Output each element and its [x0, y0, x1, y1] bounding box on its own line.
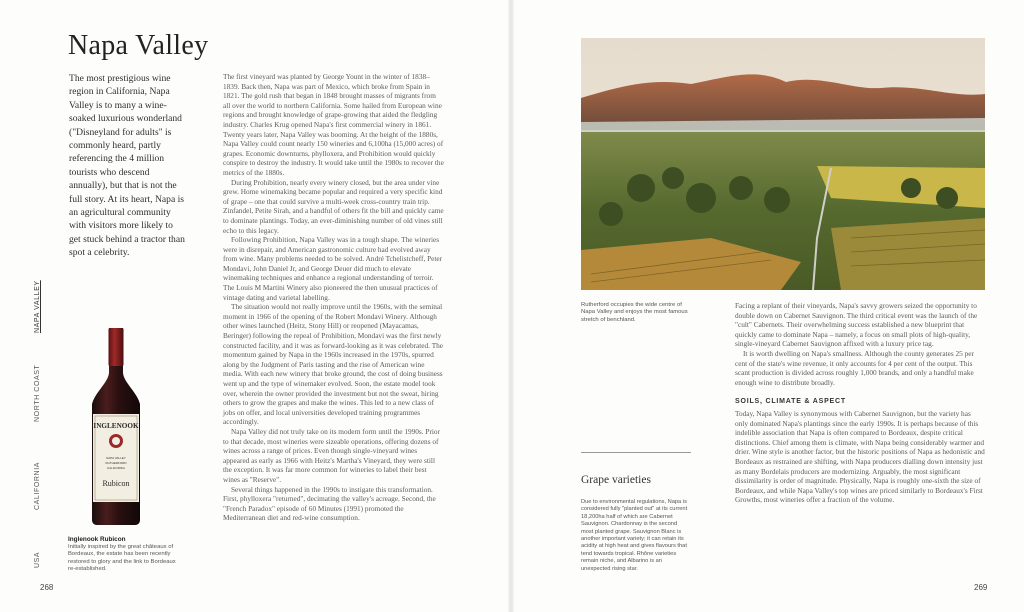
svg-text:RUTHERFORD: RUTHERFORD: [105, 461, 127, 465]
side-label-north-coast: NORTH COAST: [34, 364, 41, 422]
body-paragraph: It is worth dwelling on Napa's smallness. Although the county generates 25 per cent of the state's wine revenue, it only accounts for 4 per cent of the output. This scant production is divided across roughly 1,000 brands, and only a handful make enough wine to distribute broadly.: [735, 348, 974, 387]
photo-caption: Rutherford occupies the wide centre of Napa Valley and enjoys the most famous stretch of benchland.: [581, 302, 688, 323]
body-paragraph: Facing a replant of their vineyards, Napa's savvy growers seized the opportunity to double down on Cabernet Sauvignon. The third critical event was the launch of the "cult" Cabernets. Their overwhelming success established a new blueprint that quickly came to dominate Napa – namely, a focus on small plots of high-quality, single-vineyard Cabernet Sauvignon affixed with a luxury price tag.: [735, 301, 978, 349]
page-number-right: 269: [974, 583, 988, 592]
body-paragraph: Today, Napa Valley is synonymous with Cabernet Sauvignon, but the variety has only dominated Napa's plantings since the early 1990s. It is perhaps because of this indelible association that Napa is often compared to Bordeaux, despite critical distinctions. Chief among them is climate, with Napa being considerably warmer and drier. Wine style is another factor, but the historic positions of Napa as hedonistic and Bordeaux as restrained are shifting, with Napa producers dialling down intensity just as many Bordelais producers are modernizing. Arguably, the most significant dissimilarity is order of magnitude. Physically, Napa is roughly one-sixth the size of Bordeaux, and while Napa Valley's top wines are priced similarly to Bordeaux's First Growths, most wineries offer a fraction of the volume.: [735, 408, 985, 505]
sidebar-rule: [581, 452, 691, 453]
svg-text:NAPA VALLEY: NAPA VALLEY: [106, 456, 126, 460]
vineyard-photo: [581, 38, 985, 290]
svg-text:CALIFORNIA: CALIFORNIA: [106, 466, 126, 470]
left-body-column: [223, 72, 444, 523]
bottle-title: Inglenook Rubicon: [68, 536, 126, 543]
body-paragraph: The first vineyard was planted by George Yount in the winter of 1838–1839. Back then, Napa was part of Mexico, which broke from Spain in 1821. The gold rush that began in 1848 brought masses of migrants from all over the world to northern California. Some hailed from European wine regions and brought knowledge of grape-growing that aided the fledgling industry. Charles Krug opened Napa's first commercial winery in 1861. Twenty years later, Napa Valley was booming. At the height of the 1880s, Napa Valley could count nearly 150 wineries and 6,100ha (15,000 acres) of grapes. Economic downturns, phylloxera, and Prohibition would quickly conspire to destroy the industry. It would take until the 1980s to recover the metrics of the 1880s.: [223, 72, 444, 177]
page-title: Napa Valley: [68, 30, 209, 61]
right-body-column: [735, 301, 985, 505]
book-gutter: [508, 0, 514, 612]
intro-paragraph: The most prestigious wine region in California, Napa Valley is to many a wine-soaked luxurious wonderland ("Disneyland for adults" is commonly heard, partly referencing the 4 million tourists who descend annually), but that is not the full story. At its heart, Napa is an agricultural community with visitors more likely to get stuck behind a tractor than spot a celebrity.: [69, 73, 185, 259]
bottle-name-text: Rubicon: [102, 479, 130, 488]
page-number-left: 268: [40, 583, 54, 592]
side-label-california: CALIFORNIA: [34, 461, 41, 510]
bottle-caption: Initially inspired by the great châteaux of Bordeaux, the estate has been recently restored to glory and the link to Bordeaux re-established.: [68, 544, 176, 573]
body-paragraph: Napa Valley did not truly take on its modern form until the 1990s. Prior to that decade, most wineries were sizeable operations, offering dozens of wines across a range of prices. Even though single-vineyard wines appeared as early as 1966 with Heitz's Martha's Vineyard, they were still the exception. It was far more common for wineries to label their best wines as "Reserve".: [223, 426, 441, 484]
body-paragraph: Following Prohibition, Napa Valley was in a tough shape. The wineries were in disrepair, and American gastronomic culture had evolved away from wine. Many problems needed to be solved. André Tchelistcheff, Peter Mondavi, John Daniel Jr, and George Deuer did much to elevate winemaking techniques and enhance a regional understanding of terroir. The Louis M Martini Winery also pioneered the then unusual practices of vintage dating and varietal labelling.: [223, 235, 443, 302]
bottle-brand-text: INGLENOOK: [93, 422, 139, 430]
body-paragraph: During Prohibition, nearly every winery closed, but the area under vine grew. Home winemaking became popular and required a very specific kind of grape – one that could survive a multi-week cross-country train trip. Zinfandel, Petite Sirah, and a handful of others fit the bill and quickly came to dominate plantings. Today, an ever-diminishing number of old vines still echo to this legacy.: [223, 177, 444, 235]
body-paragraph: Several things happened in the 1990s to instigate this transformation. First, phylloxera "returned", decimating the valley's acreage. Second, the "French Paradox" episode of 60 Minutes (1991) promoted the Mediterranean diet and red-wine consumption.: [223, 484, 436, 523]
section-heading: SOILS, CLIMATE & ASPECT: [735, 398, 846, 406]
sidebar-title: Grape varieties: [581, 474, 651, 486]
body-paragraph: The situation would not really improve until the 1960s, with the seminal moment in 1966 of the opening of the Robert Mondavi Winery. Although other wines launched (Heitz, Stony Hill) or reopened (Mayacamas, Beringer) following the repeal of Prohibition, Mondavi was the first newly constructed facility, and it was as forward-looking as it was celebrated. The momentum gained by Napa in the 1960s increased in the 1970s, spurred along by the Judgment of Paris tasting and the rise of American wine media. With each new winery that broke ground, the cost of doing business went up and the type of winemaker evolved. Soon, the estate model took over, wherein the owner provided the investment but not the sweat, hiring others to grow the grapes and make the wines. This led to a new class of jobs on offer, and local universities developed training programmes accordingly.: [223, 302, 444, 427]
wine-bottle-image: [80, 326, 152, 526]
sidebar-text: Due to environmental regulations, Napa is considered fully "planted out" at its current 18,200ha half of which are Cabernet Sauvignon. Chardonnay is the second most planted grape. Sauvignon Blanc is another important variety; it can retain its acidity at high heat and gives flavours that tend towards tropical. Rhône varieties remain niche, and Albarino is an unexpected rising star.: [581, 499, 688, 572]
side-label-napa-valley: NAPA VALLEY: [34, 280, 41, 333]
side-label-usa: USA: [34, 551, 41, 568]
